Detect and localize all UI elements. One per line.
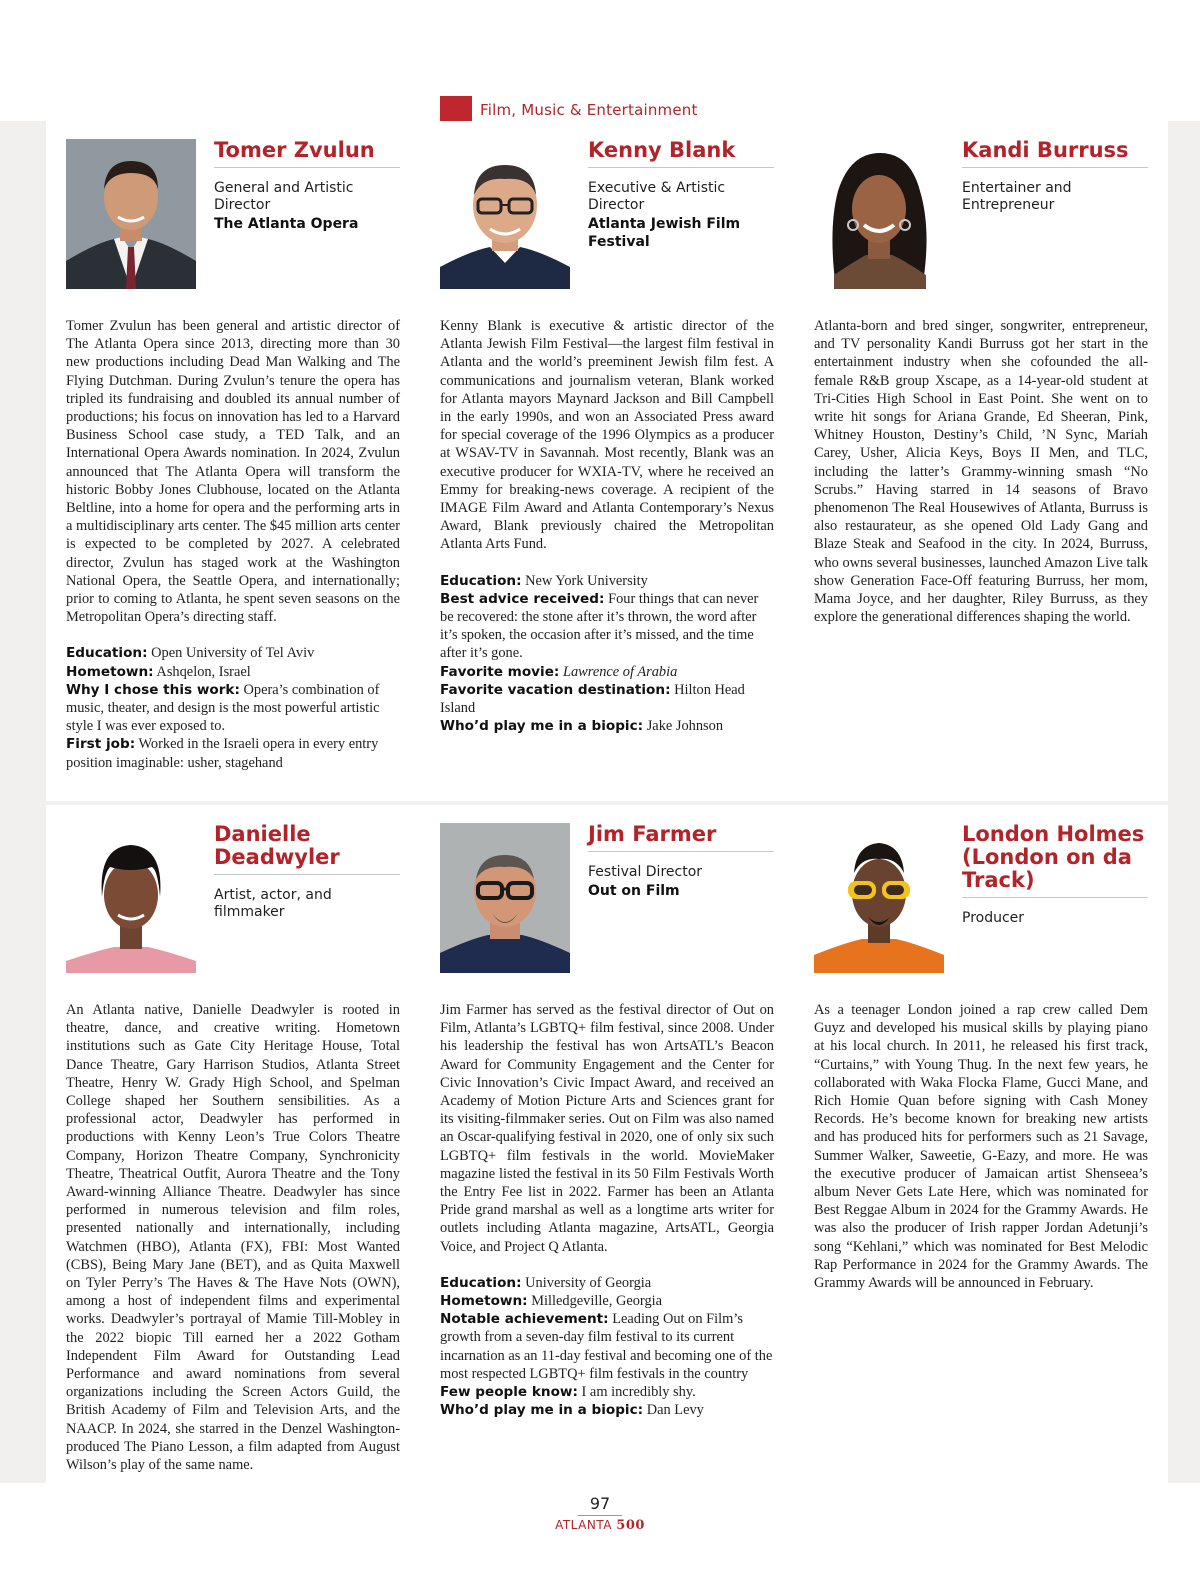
portrait-photo [66,823,196,973]
person-organization: Atlanta Jewish Film Festival [588,216,741,250]
person-qa [66,644,400,771]
qa-item [440,1310,774,1383]
person-bio: Atlanta-born and bred singer, songwriter, entrepreneur, and TV personality Kandi Burruss got her start in the entertainment industry when she cofounded the all-female R&B group Xscape, as a 14-year-old student at Tri-Cities High School in East Point. She went on to write hit songs for Ariana Grande, Ed Sheeran, Pink, Whitney Houston, Destiny’s Child, ’N Sync, Mariah Carey, Usher, Alicia Keys, Boys II Men, and TLC, including the latter’s Grammy-winning smash “No Scrubs.” Having starred in 14 seasons of Bravo phenomenon The Real Housewives of Atlanta, Burruss is also restaurateur, as she opened Old Lady Gang and Blaze Steak and Seafood in the city. In 2024, Burruss, who owns several businesses, launched Amazon Live talk show Generation Face-Off featuring Burruss, her mom, Mama Joyce, and her daughter, Riley Burruss, as they explore the generational differences shaping the world. [814,318,1148,626]
qa-item [440,1274,774,1292]
person-name: Kenny Blank [588,139,774,168]
person-role: Entertainer and Entrepreneur [962,180,1072,213]
portrait-photo [440,823,570,973]
person-role: General and Artistic Director [214,180,354,213]
qa-item [440,572,774,590]
portrait-man-goatee-icon [440,823,570,973]
qa-answer: Jake Johnson [646,718,724,735]
qa-item [440,1383,774,1401]
person-bio: Tomer Zvulun has been general and artistic director of The Atlanta Opera since 2013, directing more than 30 new productions including Dead Man Walking and The Flying Dutchman. During Zvulun’s tenure the opera has tripled its fundraising and doubled its annual number of productions; his focus on innovation has led to a Harvard Business School case study, a TED Talk, and an International Opera Awards nomination. In 2024, Zvulun announced that The Atlanta Opera will transform the historic Bobby Jones Clubhouse, located on the Atlanta Beltline, into a home for opera and the performing arts in a multidisciplinary arts center. The $45 million arts center is expected to be completed by 2027. A celebrated director, Zvulun has staged work at the Washington National Opera, the Seattle Opera, and internationally; prior to coming to Atlanta, he spent seven seasons on the Metropolitan Opera’s directing staff. [66,318,400,626]
qa-item [440,681,774,717]
portrait-man-glasses-icon [440,139,570,289]
qa-item [66,681,400,736]
portrait-woman-long-hair-icon [814,139,944,289]
qa-label: Notable achievement: [440,1311,609,1328]
portrait-photo [814,139,944,289]
qa-answer: Leading Out on Film’s growth from a seven-day film festival to its current incarnation as an 11-day festival and becoming one of the most respected LGBTQ+ film festivals in the country [440,1311,773,1382]
qa-label: Education: [440,1274,522,1291]
qa-label: Best advice received: [440,590,605,607]
qa-label: Who’d play me in a biopic: [440,718,644,735]
qa-item [66,663,400,681]
qa-answer: Dan Levy [646,1402,704,1419]
qa-answer: Opera’s combination of music, theater, and design is the most powerful artistic style I was ever exposed to. [66,681,380,735]
person-bio: Jim Farmer has served as the festival director of Out on Film, Atlanta’s LGBTQ+ film festival, since 2008. Under his leadership the festival has won ArtsATL’s Beacon Award for Community Engagement and the Center for Civic Innovation’s Civic Impact Award, and received an Academy of Motion Picture Arts and Sciences grant for its visiting-filmmaker series. Out on Film was also named an Oscar-qualifying festival in 2020, one of only six such LGBTQ+ film festivals in the world. MovieMaker magazine listed the festival in its 50 Film Festivals Worth the Entry Fee list in 2022. Farmer has been an Atlanta Pride grand marshal as well as a longtime arts writer for outlets including Atlanta magazine, ArtsATL, Georgia Voice, and Project Q Atlanta. [440,1002,774,1255]
qa-answer: Hilton Head Island [440,681,745,717]
section-title: Film, Music & Entertainment [480,101,698,119]
person-role: Festival Director [588,864,703,880]
qa-item [440,717,774,735]
profile-card-jim-farmer [420,805,794,1483]
page-number: 97 [578,1494,622,1516]
qa-answer: Worked in the Israeli opera in every entry position imaginable: usher, stagehand [66,736,379,771]
person-bio: As a teenager London joined a rap crew called Dem Guyz and developed his musical skills by playing piano at his local church. In 2011, he released his first track, “Curtains,” with Young Thug. In the next few years, he collaborated with Waka Flocka Flame, Gucci Mane, and Rich Homie Quan before signing with Cash Money Records. He’s become known for breaking new artists and has produced hits for performers such as 21 Savage, Summer Walker, Saweetie, G-Eazy, and more. He was the executive producer of Jamaican artist Shenseea’s album Never Gets Late Here, which was nominated for Best Reggae Album in 2024 for the Grammy Awards. He was also the producer of Irish rapper Jordan Adetunji’s song “Kehlani,” which was nominated for Best Melodic Rap Performance in 2024 for the Grammy Awards. The Grammy Awards will be announced in February. [814,1002,1148,1292]
qa-label: Who’d play me in a biopic: [440,1402,644,1419]
profile-card-kenny-blank [420,121,794,801]
person-qa [440,1274,774,1420]
qa-answer: Open University of Tel Aviv [151,645,315,662]
qa-item [440,1292,774,1310]
qa-label: First job: [66,736,136,753]
portrait-photo [440,139,570,289]
person-name: Tomer Zvulun [214,139,400,168]
qa-item [440,1401,774,1419]
qa-label: Hometown: [66,663,154,680]
person-role: Executive & Artistic Director [588,180,726,213]
person-organization: Out on Film [588,883,680,899]
person-name: London Holmes (London on da Track) [962,823,1148,898]
profile-card-danielle-deadwyler [46,805,420,1483]
qa-label: Education: [66,645,148,662]
qa-item [440,663,774,681]
person-name: Danielle Deadwyler [214,823,400,875]
qa-answer: Milledgeville, Georgia [531,1293,663,1310]
qa-answer: Four things that can never be recovered: the stone after it’s thrown, the word after it’s spoken, the occasion after it’s missed, and the time after it’s gone. [440,590,759,662]
qa-label: Education: [440,572,522,589]
person-bio: Kenny Blank is executive & artistic director of the Atlanta Jewish Film Festival—the largest film festival in Atlanta and the world’s preeminent Jewish film fest. A communications and journalism veteran, Blank worked for Atlanta mayors Maynard Jackson and Bill Campbell in the early 1990s, and won an Associated Press award for special coverage of the 1996 Olympics as a producer at WSAV-TV in Savannah. Most recently, Blank was an executive producer for WXIA-TV, where he received an Emmy for breaking-news coverage. A recipient of the IMAGE Film Award and Atlanta Contemporary’s Nexus Award, Blank previously chaired the Metropolitan Atlanta Arts Fund. [440,318,774,553]
profile-card-tomer-zvulun [46,121,420,801]
qa-answer: I am incredibly shy. [581,1384,696,1401]
magazine-name [0,1518,1200,1533]
person-role: Artist, actor, and filmmaker [214,887,332,920]
page-footer [0,1494,1200,1533]
qa-label: Favorite movie: [440,663,560,680]
portrait-photo [66,139,196,289]
portrait-man-suit-icon [66,139,196,289]
magazine-suffix: 500 [616,1518,645,1533]
qa-answer: New York University [525,572,648,589]
profile-card-kandi-burruss [794,121,1168,801]
portrait-photo [814,823,944,973]
qa-label: Hometown: [440,1293,528,1310]
qa-label: Few people know: [440,1384,578,1401]
person-name: Kandi Burruss [962,139,1148,168]
portrait-woman-bangs-icon [66,823,196,973]
person-name: Jim Farmer [588,823,774,852]
qa-answer: Ashqelon, Israel [156,663,251,680]
qa-answer: Lawrence of Arabia [562,663,678,680]
qa-answer: University of Georgia [525,1274,652,1291]
qa-item [66,644,400,662]
person-qa [440,572,774,736]
person-bio: An Atlanta native, Danielle Deadwyler is rooted in theatre, dance, and creative writing. Hometown institutions such as Gate City Heritage House, Total Dance Theatre, Gary Harrison Studios, Atlanta Street Theatre, Henry W. Grady High School, and Spelman College shaped her Southern sensibilities. As a professional actor, Deadwyler has performed in productions with Kenny Leon’s True Colors Theatre Company, Horizon Theatre Company, Synchronicity Theatre, Theatrical Outfit, Aurora Theatre and the Tony Award-winning Alliance Theatre. Deadwyler has since performed in numerous television and film roles, presented nationally and internationally, including Watchmen (HBO), Atlanta (FX), FBI: Most Wanted (CBS), Being Mary Jane (BET), and as Quita Maxwell on Tyler Perry’s The Haves & The Have Nots (OWN), among a host of independent films and experimental works. Deadwyler’s portrayal of Mamie Till-Mobley in the 2022 biopic Till earned her a 2022 Gotham Independent Film Award for Outstanding Lead Performance and award nominations from several organizations including the Screen Actors Guild, the British Academy of Film and Television Arts, and the NAACP. In 2024, she starred in the Denzel Washington-produced The Piano Lesson, a film adapted from August Wilson’s play of the same name. [66,1002,400,1474]
portrait-man-sunglasses-icon [814,823,944,973]
magazine-prefix: ATLANTA [555,1518,612,1532]
qa-label: Why I chose this work: [66,681,240,698]
qa-item [440,590,774,663]
person-role: Producer [962,910,1025,926]
qa-label: Favorite vacation destination: [440,681,671,698]
qa-item [66,735,400,771]
person-organization: The Atlanta Opera [214,216,359,232]
profile-card-london-holmes [794,805,1168,1483]
